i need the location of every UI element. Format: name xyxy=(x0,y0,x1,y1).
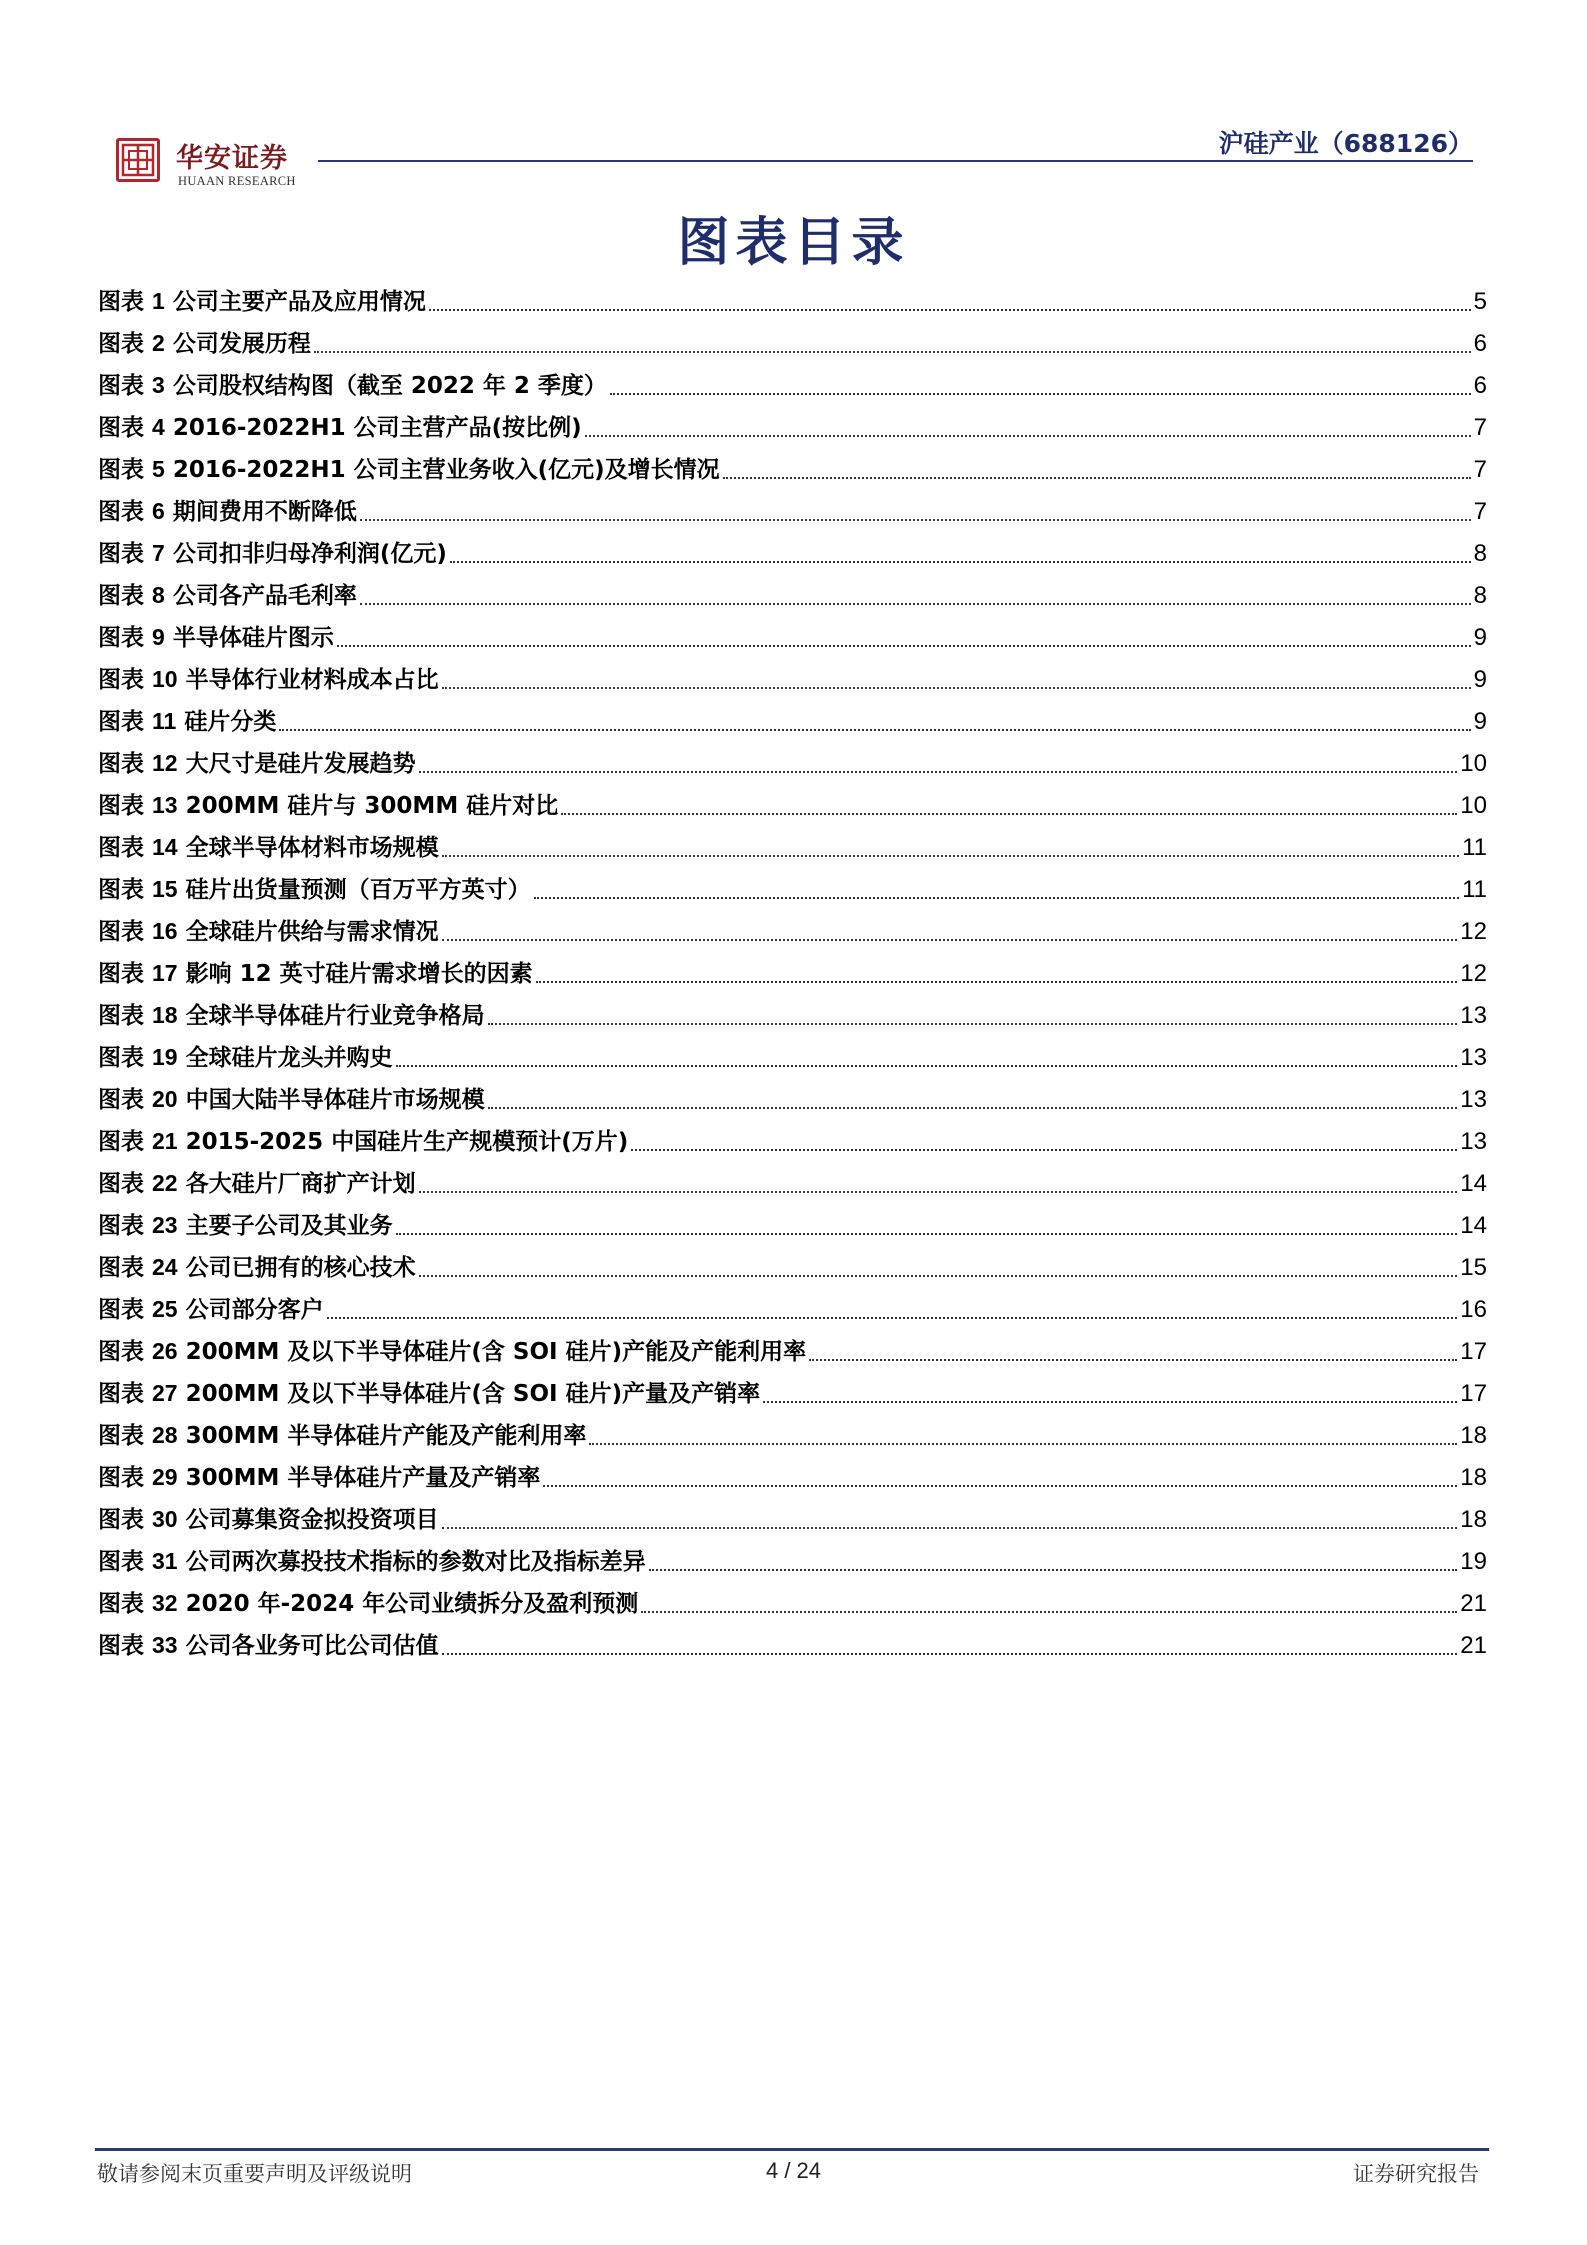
toc-entry[interactable] xyxy=(98,658,1487,700)
figure-toc-list xyxy=(98,280,1487,1666)
toc-entry-label: 300MM 半导体硅片产量及产销率 xyxy=(177,1465,541,1491)
toc-entry-label: 硅片出货量预测（百万平方英寸） xyxy=(177,877,531,903)
huaan-logo xyxy=(116,138,160,182)
toc-entry-prefix: 图表 xyxy=(98,793,153,819)
page-number: 4 / 24 xyxy=(765,2158,822,2183)
toc-entry-leader xyxy=(419,771,1458,773)
footer-disclaimer: 敬请参阅末页重要声明及评级说明 xyxy=(97,2162,412,2186)
toc-entry[interactable] xyxy=(98,574,1487,616)
toc-entry-page: 13 xyxy=(1460,1086,1487,1113)
toc-entry-number: 5 xyxy=(152,456,165,482)
toc-entry-page: 8 xyxy=(1473,582,1487,609)
toc-entry[interactable] xyxy=(98,1120,1487,1162)
toc-entry-number: 16 xyxy=(152,918,178,944)
toc-entry-title xyxy=(98,1506,439,1533)
toc-entry[interactable] xyxy=(98,616,1487,658)
toc-entry-title xyxy=(98,1632,439,1659)
brand-name-en: HUAAN RESEARCH xyxy=(178,174,296,188)
toc-entry[interactable] xyxy=(98,280,1487,322)
toc-entry-leader xyxy=(641,1611,1457,1613)
toc-entry-prefix: 图表 xyxy=(98,1465,153,1491)
toc-entry-label: 公司部分客户 xyxy=(177,1297,324,1323)
brand-name-cn: 华安证券 xyxy=(176,143,288,174)
toc-entry[interactable] xyxy=(98,1414,1487,1456)
toc-entry-page: 18 xyxy=(1460,1422,1487,1449)
toc-entry-number: 3 xyxy=(152,372,165,398)
toc-entry-title xyxy=(98,1128,628,1155)
toc-entry-page: 16 xyxy=(1460,1296,1487,1323)
toc-entry-label: 各大硅片厂商扩产计划 xyxy=(177,1171,416,1197)
toc-entry[interactable] xyxy=(98,742,1487,784)
toc-entry-label: 2016-2022H1 公司主营产品(按比例) xyxy=(164,415,582,441)
toc-entry-title xyxy=(98,540,447,567)
toc-entry[interactable] xyxy=(98,1582,1487,1624)
toc-entry[interactable] xyxy=(98,826,1487,868)
toc-entry-label: 公司发展历程 xyxy=(164,331,311,357)
toc-entry-page: 12 xyxy=(1460,918,1487,945)
toc-entry-page: 5 xyxy=(1473,288,1487,315)
toc-entry-number: 14 xyxy=(152,834,178,860)
toc-entry-leader xyxy=(419,1275,1458,1277)
toc-entry-page: 6 xyxy=(1473,330,1487,357)
toc-entry-number: 26 xyxy=(152,1338,178,1364)
toc-entry-leader xyxy=(396,1065,1458,1067)
toc-entry-title xyxy=(98,1044,393,1071)
toc-entry-page: 9 xyxy=(1473,708,1487,735)
toc-entry[interactable] xyxy=(98,700,1487,742)
toc-entry-prefix: 图表 xyxy=(98,1549,153,1575)
toc-entry-label: 大尺寸是硅片发展趋势 xyxy=(177,751,416,777)
toc-entry-label: 全球硅片供给与需求情况 xyxy=(177,919,439,945)
toc-entry-prefix: 图表 xyxy=(98,961,153,987)
toc-entry-label: 300MM 半导体硅片产能及产能利用率 xyxy=(177,1423,587,1449)
toc-entry-page: 13 xyxy=(1460,1044,1487,1071)
toc-entry[interactable] xyxy=(98,1372,1487,1414)
toc-entry-label: 公司扣非归母净利润(亿元) xyxy=(164,541,447,567)
toc-entry-prefix: 图表 xyxy=(98,667,153,693)
toc-entry-page: 7 xyxy=(1473,456,1487,483)
toc-entry-leader xyxy=(809,1359,1457,1361)
toc-entry-page: 21 xyxy=(1460,1590,1487,1617)
toc-entry-leader xyxy=(419,1191,1458,1193)
toc-entry[interactable] xyxy=(98,952,1487,994)
toc-entry-prefix: 图表 xyxy=(98,1507,153,1533)
toc-entry-title xyxy=(98,1296,324,1323)
toc-entry-label: 半导体行业材料成本占比 xyxy=(177,667,439,693)
toc-entry-label: 半导体硅片图示 xyxy=(164,625,334,651)
toc-entry-prefix: 图表 xyxy=(98,1381,153,1407)
toc-entry-number: 31 xyxy=(152,1548,178,1574)
toc-entry-number: 11 xyxy=(152,708,177,734)
toc-entry-label: 公司股权结构图（截至 2022 年 2 季度） xyxy=(164,373,607,399)
toc-entry[interactable] xyxy=(98,532,1487,574)
toc-entry-leader xyxy=(442,1653,1458,1655)
huaan-logo-icon xyxy=(119,141,157,179)
toc-entry[interactable] xyxy=(98,994,1487,1036)
toc-entry-number: 10 xyxy=(152,666,178,692)
toc-entry-prefix: 图表 xyxy=(98,331,153,357)
toc-entry-leader xyxy=(488,1023,1458,1025)
toc-entry-number: 23 xyxy=(152,1212,178,1238)
toc-entry-label: 全球硅片龙头并购史 xyxy=(177,1045,393,1071)
toc-entry-prefix: 图表 xyxy=(98,457,153,483)
header-divider xyxy=(318,160,1473,162)
toc-entry-label: 主要子公司及其业务 xyxy=(177,1213,393,1239)
toc-entry[interactable] xyxy=(98,1456,1487,1498)
toc-entry-prefix: 图表 xyxy=(98,1423,153,1449)
toc-entry-label: 影响 12 英寸硅片需求增长的因素 xyxy=(177,961,533,987)
toc-entry-page: 18 xyxy=(1460,1464,1487,1491)
toc-entry-number: 13 xyxy=(152,792,178,818)
toc-entry-title xyxy=(98,1422,586,1449)
toc-entry-prefix: 图表 xyxy=(98,835,153,861)
toc-entry-page: 10 xyxy=(1460,750,1487,777)
toc-entry[interactable] xyxy=(98,364,1487,406)
toc-entry[interactable] xyxy=(98,1036,1487,1078)
toc-entry-label: 2015-2025 中国硅片生产规模预计(万片) xyxy=(177,1129,629,1155)
toc-entry[interactable] xyxy=(98,406,1487,448)
toc-entry-leader xyxy=(543,1485,1457,1487)
toc-entry-number: 19 xyxy=(152,1044,178,1070)
toc-entry-leader xyxy=(396,1233,1458,1235)
toc-entry-title xyxy=(98,624,334,651)
toc-entry-prefix: 图表 xyxy=(98,1003,153,1029)
toc-entry-prefix: 图表 xyxy=(98,415,153,441)
toc-entry-page: 13 xyxy=(1460,1002,1487,1029)
toc-entry-title xyxy=(98,666,439,693)
toc-entry[interactable] xyxy=(98,1078,1487,1120)
footer-report-type: 证券研究报告 xyxy=(1353,2162,1479,2186)
toc-entry-leader xyxy=(631,1149,1457,1151)
toc-entry-number: 25 xyxy=(152,1296,178,1322)
toc-entry-page: 17 xyxy=(1460,1380,1487,1407)
report-company-title: 沪硅产业（688126） xyxy=(1218,129,1473,158)
toc-entry-page: 6 xyxy=(1473,372,1487,399)
toc-entry-label: 硅片分类 xyxy=(176,709,277,735)
toc-entry-page: 9 xyxy=(1473,666,1487,693)
toc-entry-page: 12 xyxy=(1460,960,1487,987)
toc-entry-label: 公司两次募投技术指标的参数对比及指标差异 xyxy=(177,1549,646,1575)
toc-entry-leader xyxy=(488,1107,1458,1109)
toc-entry-title xyxy=(98,1380,760,1407)
toc-entry-title xyxy=(98,960,533,987)
toc-entry-prefix: 图表 xyxy=(98,1297,153,1323)
toc-entry-label: 全球半导体材料市场规模 xyxy=(177,835,439,861)
toc-entry-number: 4 xyxy=(152,414,165,440)
toc-entry-prefix: 图表 xyxy=(98,499,153,525)
toc-entry-number: 8 xyxy=(152,582,165,608)
toc-entry[interactable] xyxy=(98,1624,1487,1666)
toc-entry-page: 21 xyxy=(1460,1632,1487,1659)
toc-entry-prefix: 图表 xyxy=(98,919,153,945)
toc-entry[interactable] xyxy=(98,1288,1487,1330)
toc-entry-leader xyxy=(723,477,1471,479)
toc-entry-prefix: 图表 xyxy=(98,1213,153,1239)
toc-entry-prefix: 图表 xyxy=(98,751,153,777)
toc-entry[interactable] xyxy=(98,1162,1487,1204)
toc-entry-label: 200MM 硅片与 300MM 硅片对比 xyxy=(177,793,559,819)
toc-entry-leader xyxy=(442,687,1471,689)
toc-entry-title xyxy=(98,582,357,609)
toc-entry-leader xyxy=(442,939,1458,941)
toc-entry-leader xyxy=(360,519,1471,521)
toc-entry-number: 6 xyxy=(152,498,165,524)
toc-entry-number: 17 xyxy=(152,960,178,986)
toc-entry-title xyxy=(98,1590,638,1617)
toc-entry-label: 公司募集资金拟投资项目 xyxy=(177,1507,439,1533)
toc-entry-label: 2020 年-2024 年公司业绩拆分及盈利预测 xyxy=(177,1591,639,1617)
toc-entry-prefix: 图表 xyxy=(98,1129,153,1155)
toc-entry-leader xyxy=(561,813,1457,815)
toc-entry[interactable] xyxy=(98,1540,1487,1582)
toc-entry-number: 22 xyxy=(152,1170,178,1196)
toc-entry-page: 7 xyxy=(1473,414,1487,441)
toc-entry-prefix: 图表 xyxy=(98,1633,153,1659)
toc-entry-leader xyxy=(610,393,1471,395)
toc-entry-prefix: 图表 xyxy=(98,877,153,903)
toc-entry-title xyxy=(98,498,357,525)
toc-entry-title xyxy=(98,876,531,903)
toc-entry-page: 14 xyxy=(1460,1212,1487,1239)
toc-entry-title xyxy=(98,1464,540,1491)
toc-entry-prefix: 图表 xyxy=(98,583,153,609)
toc-entry-title xyxy=(98,708,276,735)
page-title: 图表目录 xyxy=(677,212,910,273)
toc-entry-title xyxy=(98,288,426,315)
toc-entry-title xyxy=(98,834,439,861)
toc-entry-leader xyxy=(314,351,1471,353)
toc-entry[interactable] xyxy=(98,448,1487,490)
toc-entry-number: 12 xyxy=(152,750,178,776)
toc-entry-leader xyxy=(450,561,1471,563)
toc-entry-label: 公司各业务可比公司估值 xyxy=(177,1633,439,1659)
toc-entry-title xyxy=(98,1254,416,1281)
toc-entry-label: 公司各产品毛利率 xyxy=(164,583,357,609)
toc-entry-leader xyxy=(763,1401,1457,1403)
toc-entry-page: 8 xyxy=(1473,540,1487,567)
toc-entry-label: 2016-2022H1 公司主营业务收入(亿元)及增长情况 xyxy=(164,457,720,483)
toc-entry-title xyxy=(98,792,558,819)
toc-entry-page: 7 xyxy=(1473,498,1487,525)
toc-entry-number: 18 xyxy=(152,1002,178,1028)
toc-entry[interactable] xyxy=(98,490,1487,532)
toc-entry-prefix: 图表 xyxy=(98,1339,153,1365)
toc-entry-page: 10 xyxy=(1460,792,1487,819)
toc-entry-page: 17 xyxy=(1460,1338,1487,1365)
toc-entry-prefix: 图表 xyxy=(98,541,153,567)
toc-entry-number: 33 xyxy=(152,1632,178,1658)
toc-entry-prefix: 图表 xyxy=(98,1045,153,1071)
toc-entry-prefix: 图表 xyxy=(98,1255,153,1281)
toc-entry-title xyxy=(98,1338,806,1365)
toc-entry[interactable] xyxy=(98,322,1487,364)
toc-entry-number: 20 xyxy=(152,1086,178,1112)
toc-entry[interactable] xyxy=(98,1330,1487,1372)
toc-entry-title xyxy=(98,918,439,945)
toc-entry-label: 公司主要产品及应用情况 xyxy=(164,289,426,315)
toc-entry-number: 24 xyxy=(152,1254,178,1280)
toc-entry-prefix: 图表 xyxy=(98,1591,153,1617)
toc-entry-leader xyxy=(649,1569,1458,1571)
toc-entry-title xyxy=(98,750,416,777)
toc-entry-number: 27 xyxy=(152,1380,178,1406)
toc-entry-title xyxy=(98,1086,485,1113)
toc-entry[interactable] xyxy=(98,868,1487,910)
toc-entry-leader xyxy=(327,1317,1458,1319)
toc-entry-title xyxy=(98,1548,646,1575)
toc-entry-prefix: 图表 xyxy=(98,625,153,651)
toc-entry-title xyxy=(98,456,720,483)
toc-entry-label: 中国大陆半导体硅片市场规模 xyxy=(177,1087,485,1113)
toc-entry-prefix: 图表 xyxy=(98,289,153,315)
toc-entry-leader xyxy=(534,897,1459,899)
toc-entry-leader xyxy=(585,435,1471,437)
toc-entry[interactable] xyxy=(98,784,1487,826)
toc-entry-page: 14 xyxy=(1460,1170,1487,1197)
toc-entry-label: 全球半导体硅片行业竞争格局 xyxy=(177,1003,485,1029)
toc-entry-number: 32 xyxy=(152,1590,178,1616)
toc-entry-leader xyxy=(536,981,1458,983)
toc-entry[interactable] xyxy=(98,910,1487,952)
toc-entry-number: 15 xyxy=(152,876,178,902)
footer-divider xyxy=(95,2148,1489,2151)
toc-entry-number: 1 xyxy=(152,288,165,314)
toc-entry-leader xyxy=(337,645,1471,647)
toc-entry-leader xyxy=(360,603,1471,605)
toc-entry-number: 28 xyxy=(152,1422,178,1448)
toc-entry[interactable] xyxy=(98,1498,1487,1540)
toc-entry-page: 18 xyxy=(1460,1506,1487,1533)
toc-entry-page: 19 xyxy=(1460,1548,1487,1575)
toc-entry-label: 200MM 及以下半导体硅片(含 SOI 硅片)产量及产销率 xyxy=(177,1381,761,1407)
toc-entry-number: 2 xyxy=(152,330,165,356)
toc-entry-leader xyxy=(279,729,1470,731)
toc-entry-title xyxy=(98,330,311,357)
toc-entry-number: 7 xyxy=(152,540,165,566)
toc-entry-page: 13 xyxy=(1460,1128,1487,1155)
toc-entry-label: 公司已拥有的核心技术 xyxy=(177,1255,416,1281)
toc-entry-leader xyxy=(442,1527,1458,1529)
toc-entry-number: 29 xyxy=(152,1464,178,1490)
toc-entry-page: 15 xyxy=(1460,1254,1487,1281)
toc-entry-leader xyxy=(442,855,1459,857)
toc-entry-title xyxy=(98,1212,393,1239)
toc-entry-number: 30 xyxy=(152,1506,178,1532)
toc-entry-title xyxy=(98,1170,416,1197)
toc-entry-title xyxy=(98,1002,485,1029)
toc-entry-prefix: 图表 xyxy=(98,373,153,399)
toc-entry-page: 11 xyxy=(1462,876,1487,903)
toc-entry-label: 期间费用不断降低 xyxy=(164,499,357,525)
toc-entry-page: 11 xyxy=(1462,834,1487,861)
toc-entry-label: 200MM 及以下半导体硅片(含 SOI 硅片)产能及产能利用率 xyxy=(177,1339,807,1365)
toc-entry-number: 9 xyxy=(152,624,165,650)
toc-entry-leader xyxy=(429,309,1471,311)
toc-entry[interactable] xyxy=(98,1246,1487,1288)
toc-entry-title xyxy=(98,372,607,399)
toc-entry-title xyxy=(98,414,582,441)
toc-entry-prefix: 图表 xyxy=(98,709,153,735)
toc-entry-prefix: 图表 xyxy=(98,1087,153,1113)
toc-entry-leader xyxy=(589,1443,1457,1445)
toc-entry-page: 9 xyxy=(1473,624,1487,651)
toc-entry-number: 21 xyxy=(152,1128,178,1154)
toc-entry[interactable] xyxy=(98,1204,1487,1246)
toc-entry-prefix: 图表 xyxy=(98,1171,153,1197)
